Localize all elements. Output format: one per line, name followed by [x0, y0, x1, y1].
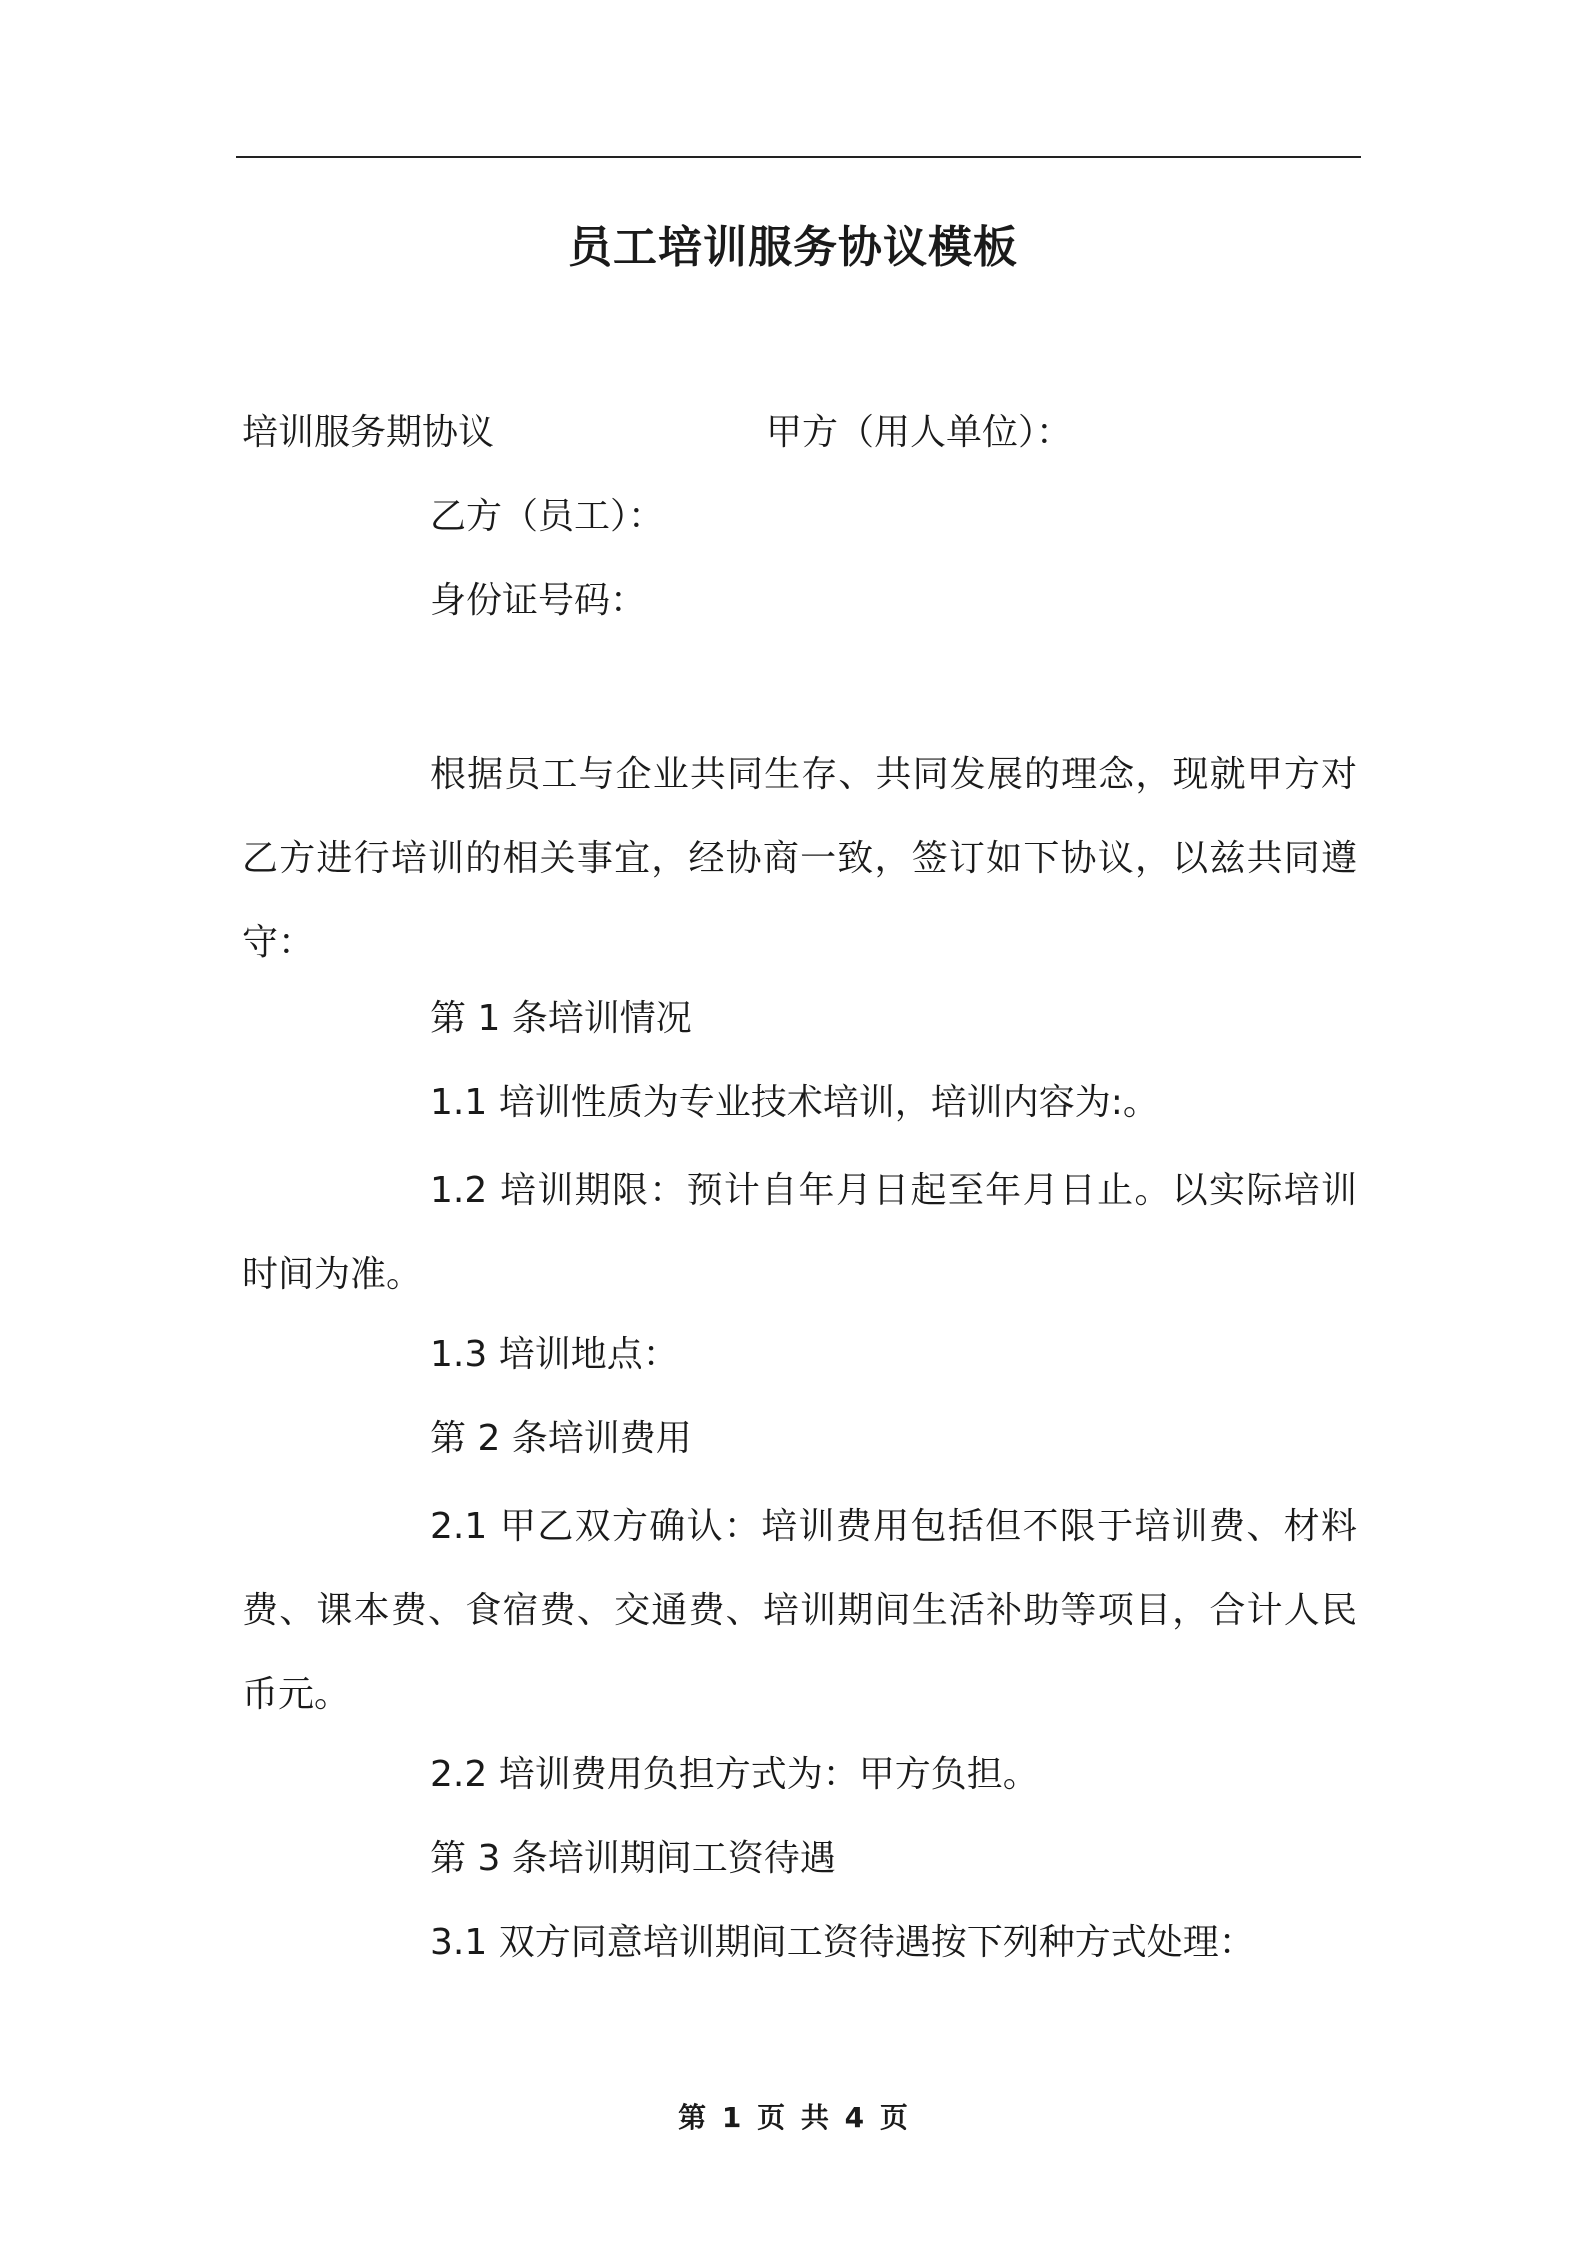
clause-2-1: 2.1 甲乙双方确认：培训费用包括但不限于培训费、材料费、课本费、食宿费、交通费、培训期间生活补助等项目，合计人民币元。	[242, 1506, 1357, 1715]
clause-3-1: 3.1 双方同意培训期间工资待遇按下列种方式处理：	[430, 1922, 1255, 1963]
header-left-label: 培训服务期协议	[242, 412, 495, 453]
clause-1-3: 1.3 培训地点：	[430, 1334, 679, 1375]
clause-1-title: 第 1 条培训情况	[430, 998, 692, 1039]
party-a-label: 甲方（用人单位）：	[766, 412, 1073, 453]
intro-paragraph: 根据员工与企业共同生存、共同发展的理念，现就甲方对乙方进行培训的相关事宜，经协商一致，签订如下协议，以兹共同遵守：	[242, 754, 1357, 963]
party-b-label: 乙方（员工）：	[430, 496, 665, 537]
clause-1-2: 1.2 培训期限：预计自年月日起至年月日止。以实际培训时间为准。	[242, 1170, 1357, 1295]
page-footer: 第 1 页 共 4 页	[678, 2101, 908, 2134]
clause-2-2: 2.2 培训费用负担方式为：甲方负担。	[430, 1754, 1039, 1795]
document-title: 员工培训服务协议模板	[568, 222, 1018, 273]
header-rule	[236, 156, 1361, 158]
clause-1-1: 1.1 培训性质为专业技术培训，培训内容为:。	[430, 1082, 1159, 1123]
id-number-label: 身份证号码：	[430, 580, 647, 621]
clause-3-title: 第 3 条培训期间工资待遇	[430, 1838, 836, 1879]
clause-2-title: 第 2 条培训费用	[430, 1418, 692, 1459]
